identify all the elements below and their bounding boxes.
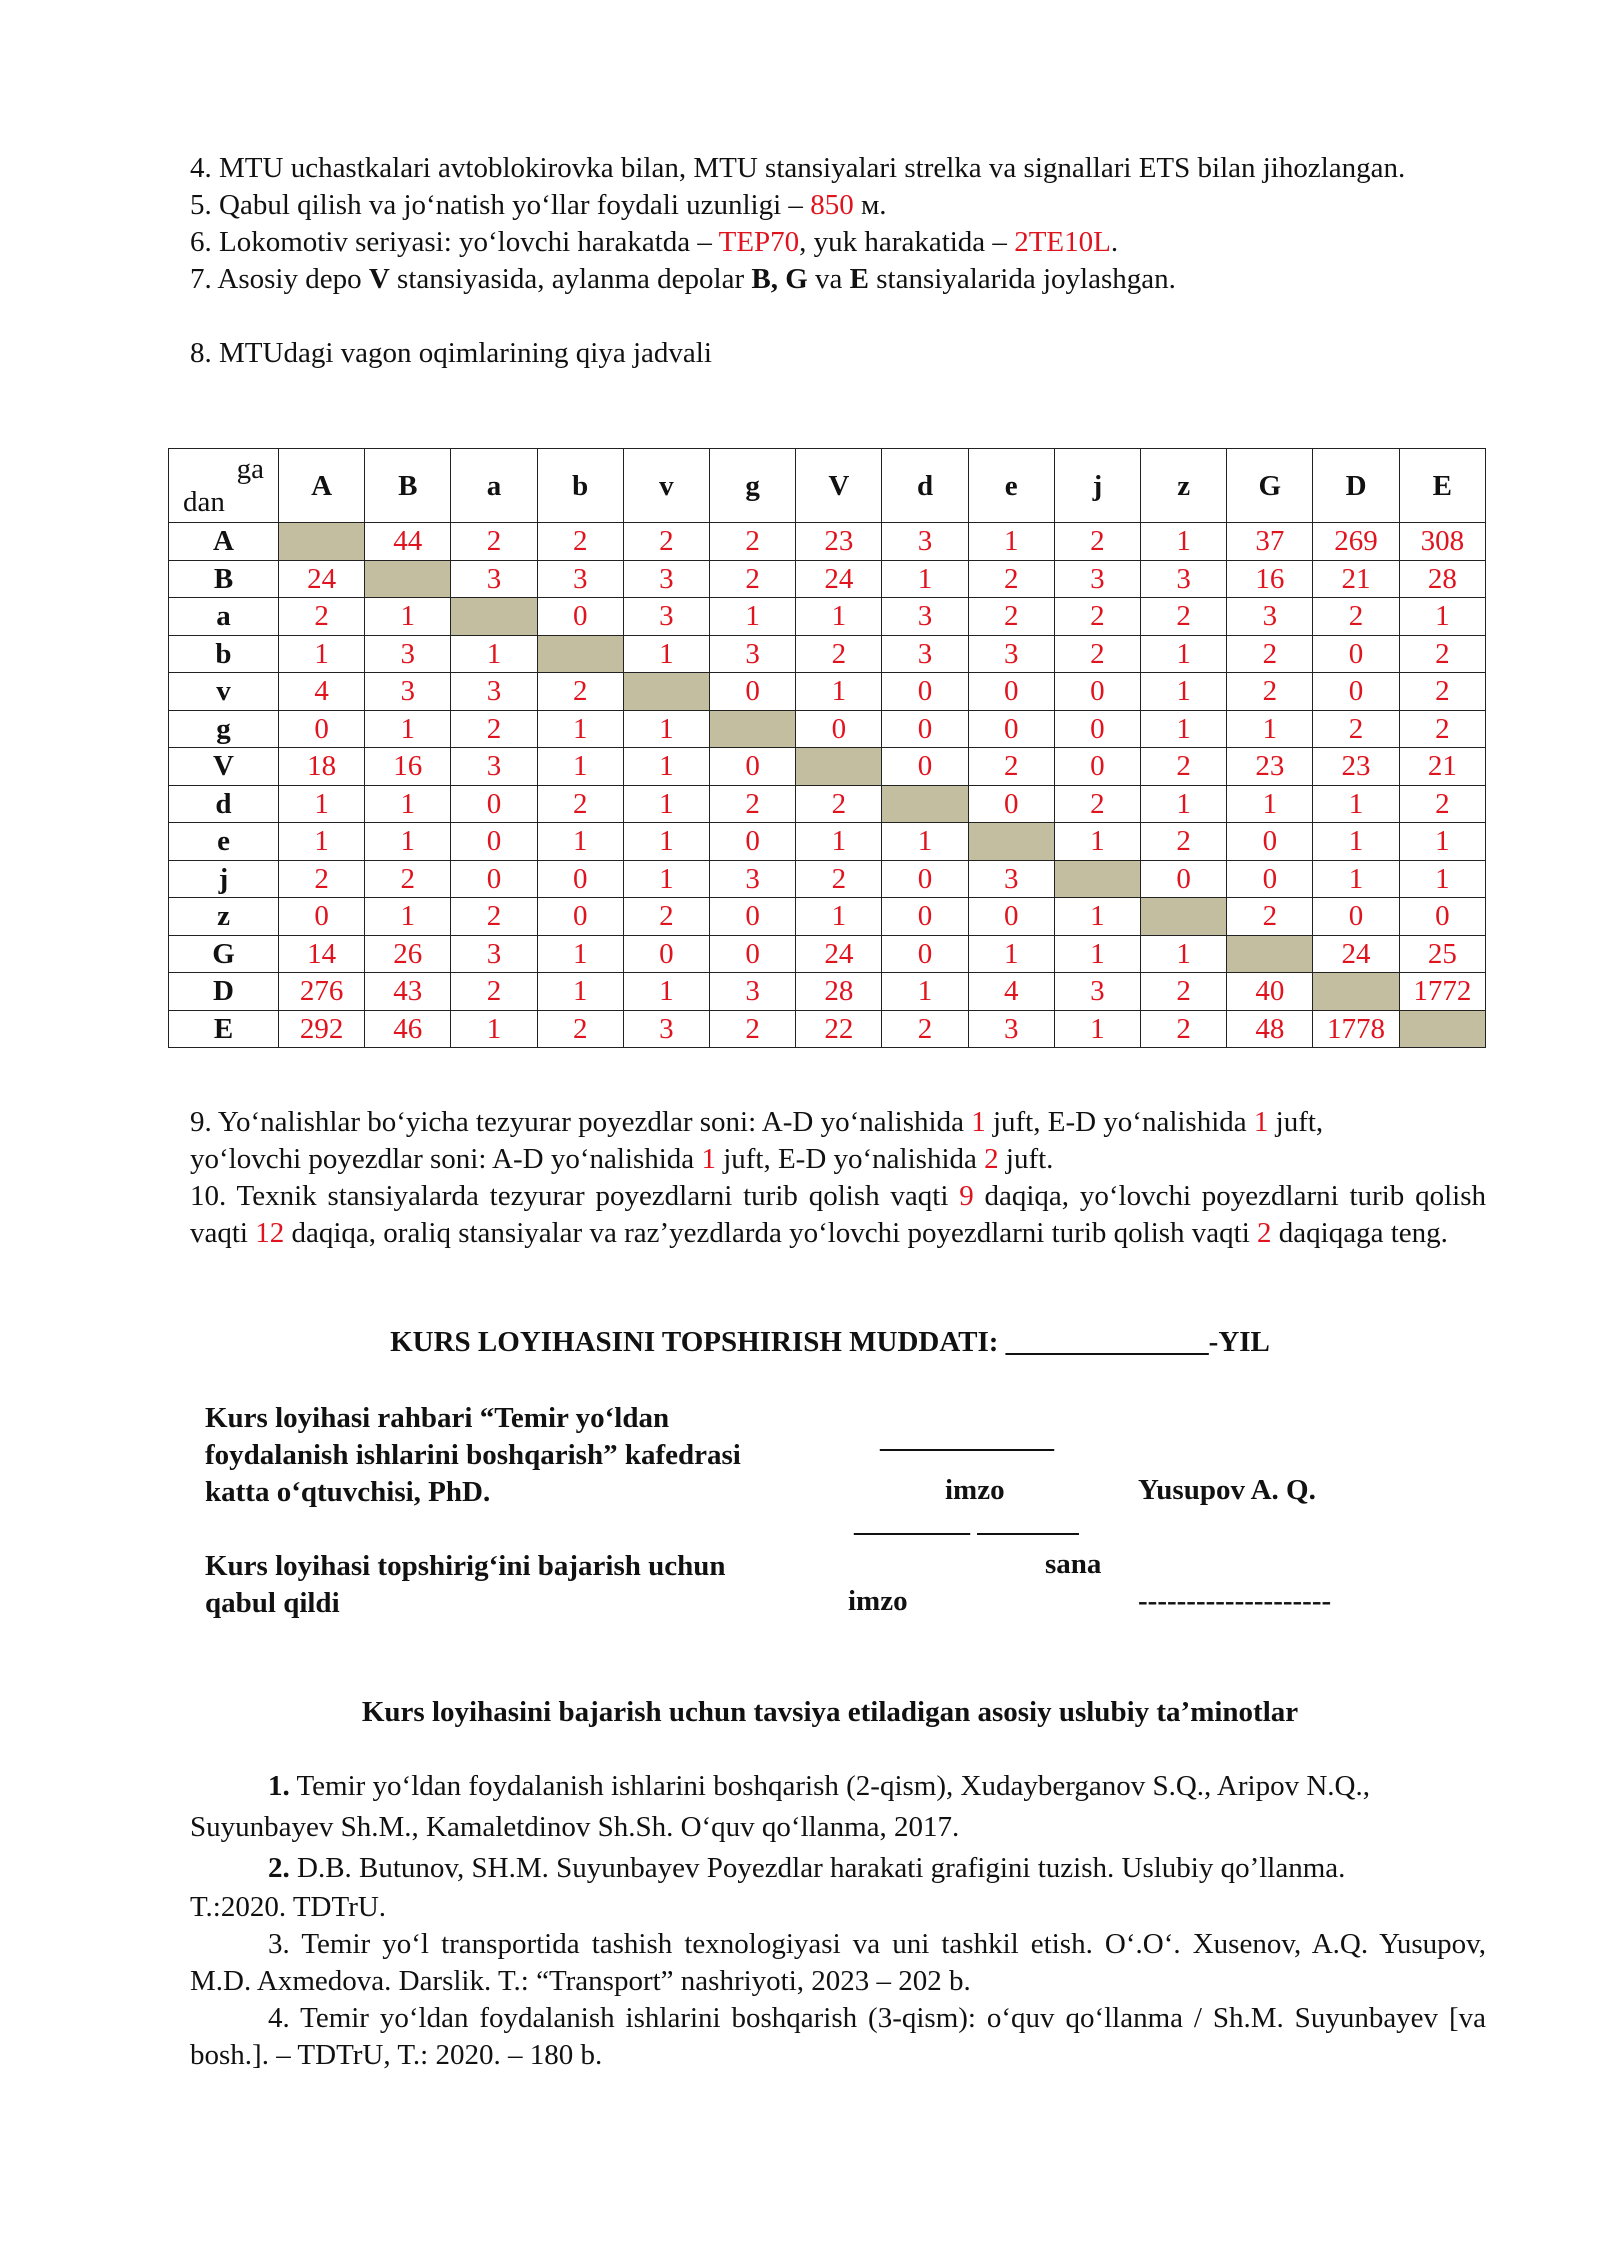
table-cell: 1 bbox=[365, 823, 451, 861]
table-cell: 3 bbox=[365, 673, 451, 711]
table-cell: 1 bbox=[451, 1010, 537, 1048]
reference-2: 2. D.B. Butunov, SH.M. Suyunbayev Poyezdlar harakati grafigini tuzish. Uslubiy qo’llanma. bbox=[268, 1852, 1346, 1884]
table-cell: 3 bbox=[1227, 598, 1313, 636]
table-cell: 3 bbox=[537, 560, 623, 598]
table-cell: 24 bbox=[279, 560, 365, 598]
table-cell: 2 bbox=[1399, 710, 1485, 748]
table-cell: 2 bbox=[710, 785, 796, 823]
table-cell: 14 bbox=[279, 935, 365, 973]
table-cell: 2 bbox=[1313, 710, 1399, 748]
table-row bbox=[169, 1010, 1486, 1048]
table-cell: 2 bbox=[1141, 748, 1227, 786]
table-cell: 2 bbox=[968, 598, 1054, 636]
table-cell: 3 bbox=[365, 635, 451, 673]
intro-section bbox=[190, 150, 1486, 372]
table-cell: 1 bbox=[623, 785, 709, 823]
reference-1: 1. Temir yo‘ldan foydalanish ishlarini boshqarish (2-qism), Xudayberganov S.Q., Aripov N.Q., bbox=[268, 1770, 1370, 1802]
table-cell: 2 bbox=[710, 560, 796, 598]
table-cell: 2 bbox=[1313, 598, 1399, 636]
table-cell: 3 bbox=[451, 673, 537, 711]
diagonal-cell bbox=[882, 785, 968, 823]
table-cell: 1 bbox=[1054, 823, 1140, 861]
table-cell: 0 bbox=[796, 710, 882, 748]
table-cell: 22 bbox=[796, 1010, 882, 1048]
table-cell: 1 bbox=[882, 560, 968, 598]
table-row bbox=[169, 860, 1486, 898]
table-cell: 0 bbox=[882, 860, 968, 898]
table-cell: 1 bbox=[1141, 635, 1227, 673]
table-cell: 1 bbox=[1054, 1010, 1140, 1048]
table-cell: 1 bbox=[968, 935, 1054, 973]
table-cell: 0 bbox=[968, 898, 1054, 936]
table-cell: 1 bbox=[365, 598, 451, 636]
table-cell: 16 bbox=[365, 748, 451, 786]
table-cell: 0 bbox=[1054, 673, 1140, 711]
table-cell: 24 bbox=[796, 560, 882, 598]
column-header-13: E bbox=[1399, 449, 1485, 523]
table-cell: 0 bbox=[1227, 823, 1313, 861]
table-cell: 2 bbox=[365, 860, 451, 898]
row-header: V bbox=[169, 748, 279, 786]
table-row bbox=[169, 823, 1486, 861]
table-cell: 2 bbox=[537, 785, 623, 823]
table-cell: 0 bbox=[968, 710, 1054, 748]
table-cell: 4 bbox=[968, 973, 1054, 1011]
table-cell: 0 bbox=[1399, 898, 1485, 936]
table-cell: 0 bbox=[1054, 710, 1140, 748]
row-header: D bbox=[169, 973, 279, 1011]
table-cell: 2 bbox=[1054, 635, 1140, 673]
table-cell: 3 bbox=[1054, 560, 1140, 598]
table-cell: 3 bbox=[1054, 973, 1140, 1011]
row-header: A bbox=[169, 523, 279, 561]
table-cell: 0 bbox=[537, 898, 623, 936]
after-section bbox=[190, 1104, 1486, 1252]
item-6-value-2: 2TE10L bbox=[1014, 226, 1111, 258]
table-cell: 0 bbox=[537, 860, 623, 898]
table-cell: 37 bbox=[1227, 523, 1313, 561]
row-header: b bbox=[169, 635, 279, 673]
table-cell: 2 bbox=[1054, 598, 1140, 636]
table-cell: 1 bbox=[1141, 673, 1227, 711]
item-6: 6. Lokomotiv seriyasi: yo‘lovchi harakatda – TEP70, yuk harakatida – 2TE10L. bbox=[190, 226, 1119, 258]
table-cell: 23 bbox=[796, 523, 882, 561]
column-header-6: V bbox=[796, 449, 882, 523]
diagonal-cell bbox=[623, 673, 709, 711]
item-6-value-1: TEP70 bbox=[718, 226, 800, 258]
column-header-12: D bbox=[1313, 449, 1399, 523]
table-cell: 0 bbox=[1313, 635, 1399, 673]
table-cell: 0 bbox=[1313, 898, 1399, 936]
signature-line-1: ____________ bbox=[880, 1422, 1054, 1454]
row-header: g bbox=[169, 710, 279, 748]
row-header: a bbox=[169, 598, 279, 636]
row-header: B bbox=[169, 560, 279, 598]
table-cell: 1 bbox=[1399, 860, 1485, 898]
table-cell: 2 bbox=[451, 898, 537, 936]
imzo-label-2: imzo bbox=[848, 1585, 908, 1617]
table-cell: 0 bbox=[882, 935, 968, 973]
table-cell: 2 bbox=[537, 523, 623, 561]
table-cell: 0 bbox=[882, 748, 968, 786]
table-cell: 1772 bbox=[1399, 973, 1485, 1011]
table-cell: 25 bbox=[1399, 935, 1485, 973]
table-cell: 1 bbox=[1313, 860, 1399, 898]
table-cell: 0 bbox=[710, 898, 796, 936]
table-cell: 1 bbox=[537, 935, 623, 973]
column-header-10: z bbox=[1141, 449, 1227, 523]
table-cell: 1 bbox=[623, 860, 709, 898]
table-row bbox=[169, 635, 1486, 673]
table-row bbox=[169, 785, 1486, 823]
table-cell: 308 bbox=[1399, 523, 1485, 561]
table-cell: 3 bbox=[882, 523, 968, 561]
table-cell: 3 bbox=[882, 635, 968, 673]
table-cell: 1 bbox=[279, 823, 365, 861]
table-cell: 2 bbox=[1227, 673, 1313, 711]
table-cell: 43 bbox=[365, 973, 451, 1011]
diagonal-cell bbox=[537, 635, 623, 673]
table-cell: 3 bbox=[968, 1010, 1054, 1048]
table-cell: 2 bbox=[882, 1010, 968, 1048]
table-row bbox=[169, 673, 1486, 711]
accept-block: Kurs loyihasi topshirig‘ini bajarish uchun qabul qildi bbox=[205, 1550, 726, 1619]
table-cell: 0 bbox=[882, 673, 968, 711]
table-cell: 24 bbox=[796, 935, 882, 973]
dashes-line: -------------------- bbox=[1138, 1585, 1332, 1617]
references-list: 1. Temir yo‘ldan foydalanish ishlarini boshqarish (2-qism), Xudayberganov S.Q., Aripov N.Q., Suyunbayev Sh.M., Kamaletdinov Sh.Sh. O‘quv qo‘llanma, 2017. 2. D.B. Butunov, SH.M. Suyunbayev Poyezdlar harakati grafigini tuzish. Uslubiy qo’llanma. T.:2020. TDTrU. 3. Temir yo‘l transportida tashish texnologiyasi va uni tashkil etish. O‘.O‘. Xusenov, A.Q. Yusupov, M.D. Axmedova. Darslik. T.: “Transport” nashriyoti, 2023 – 202 b. 4. Temir yo‘ldan foydalanish ishlarini boshqarish (3-qism): o‘quv qo‘llanma / Sh.M. Suyunbayev [va bosh.]. – TDTrU, T.: 2020. – 180 b. bbox=[190, 1766, 1486, 2074]
sana-label: sana bbox=[1045, 1548, 1102, 1580]
table-cell: 2 bbox=[537, 673, 623, 711]
table-cell: 1 bbox=[623, 710, 709, 748]
table-cell: 2 bbox=[796, 860, 882, 898]
table-cell: 3 bbox=[451, 560, 537, 598]
table-cell: 2 bbox=[279, 860, 365, 898]
table-cell: 2 bbox=[537, 1010, 623, 1048]
table-cell: 0 bbox=[882, 710, 968, 748]
row-header: E bbox=[169, 1010, 279, 1048]
table-cell: 2 bbox=[710, 1010, 796, 1048]
column-header-8: e bbox=[968, 449, 1054, 523]
table-cell: 1778 bbox=[1313, 1010, 1399, 1048]
item-4: 4. MTU uchastkalari avtoblokirovka bilan, MTU stansiyalari strelka va signallari ETS bilan jihozlangan. bbox=[190, 152, 1406, 184]
table-cell: 0 bbox=[451, 785, 537, 823]
diagonal-cell bbox=[1313, 973, 1399, 1011]
table-cell: 1 bbox=[1313, 823, 1399, 861]
table-cell: 40 bbox=[1227, 973, 1313, 1011]
table-cell: 1 bbox=[623, 748, 709, 786]
diagonal-cell bbox=[1399, 1010, 1485, 1048]
column-header-0: A bbox=[279, 449, 365, 523]
table-cell: 1 bbox=[796, 823, 882, 861]
table-cell: 1 bbox=[1054, 935, 1140, 973]
table-cell: 16 bbox=[1227, 560, 1313, 598]
imzo-label-1: imzo bbox=[945, 1474, 1005, 1506]
reference-4: 4. Temir yo‘ldan foydalanish ishlarini boshqarish (3-qism): o‘quv qo‘llanma / Sh.M. Suyunbayev [va bosh.]. – TDTrU, T.: 2020. – 180 b. bbox=[190, 2002, 1486, 2071]
row-header: G bbox=[169, 935, 279, 973]
corner-cell: ga dan bbox=[169, 449, 279, 523]
table-cell: 1 bbox=[968, 523, 1054, 561]
table-cell: 1 bbox=[796, 898, 882, 936]
column-header-11: G bbox=[1227, 449, 1313, 523]
table-cell: 21 bbox=[1313, 560, 1399, 598]
table-cell: 1 bbox=[1141, 523, 1227, 561]
table-cell: 1 bbox=[623, 635, 709, 673]
table-row bbox=[169, 523, 1486, 561]
table-cell: 1 bbox=[710, 598, 796, 636]
table-cell: 1 bbox=[623, 973, 709, 1011]
table-cell: 1 bbox=[1399, 823, 1485, 861]
table-cell: 0 bbox=[968, 673, 1054, 711]
table-cell: 3 bbox=[623, 560, 709, 598]
table-row bbox=[169, 935, 1486, 973]
table-cell: 2 bbox=[279, 598, 365, 636]
table-cell: 3 bbox=[623, 1010, 709, 1048]
table-cell: 2 bbox=[1399, 673, 1485, 711]
table-cell: 24 bbox=[1313, 935, 1399, 973]
table-cell: 1 bbox=[365, 785, 451, 823]
table-row bbox=[169, 898, 1486, 936]
table-cell: 3 bbox=[710, 635, 796, 673]
wagon-flow-matrix bbox=[168, 448, 1486, 1048]
table-cell: 2 bbox=[968, 560, 1054, 598]
table-cell: 3 bbox=[623, 598, 709, 636]
table-cell: 1 bbox=[365, 898, 451, 936]
table-cell: 2 bbox=[1054, 523, 1140, 561]
table-cell: 2 bbox=[1141, 1010, 1227, 1048]
table-cell: 2 bbox=[1399, 635, 1485, 673]
table-cell: 46 bbox=[365, 1010, 451, 1048]
table-cell: 2 bbox=[1054, 785, 1140, 823]
item-5: 5. Qabul qilish va jo‘natish yo‘llar foydali uzunligi – 850 м. bbox=[190, 189, 887, 221]
table-cell: 0 bbox=[1227, 860, 1313, 898]
table-cell: 2 bbox=[1227, 635, 1313, 673]
table-cell: 0 bbox=[1313, 673, 1399, 711]
diagonal-cell bbox=[968, 823, 1054, 861]
item-9: 9. Yo‘nalishlar bo‘yicha tezyurar poyezdlar soni: A-D yo‘nalishida 1 juft, E-D yo‘nalishida 1 juft, yo‘lovchi poyezdlar soni: A-D yo‘nalishida 1 juft, E-D yo‘nalishida 2 juft. bbox=[190, 1106, 1324, 1175]
deadline-heading: KURS LOYIHASINI TOPSHIRISH MUDDATI: ______________-YIL bbox=[390, 1326, 1270, 1358]
table-cell: 1 bbox=[882, 973, 968, 1011]
item-8: 8. MTUdagi vagon oqimlarining qiya jadvali bbox=[190, 337, 712, 369]
references-title: Kurs loyihasini bajarish uchun tavsiya etiladigan asosiy uslubiy ta’minotlar bbox=[361, 1696, 1299, 1728]
diagonal-cell bbox=[1054, 860, 1140, 898]
table-cell: 3 bbox=[710, 973, 796, 1011]
item-7: 7. Asosiy depo V stansiyasida, aylanma depolar B, G va E stansiyalarida joylashgan. bbox=[190, 263, 1176, 295]
table-cell: 0 bbox=[279, 898, 365, 936]
table-cell: 276 bbox=[279, 973, 365, 1011]
row-header: v bbox=[169, 673, 279, 711]
column-header-5: g bbox=[710, 449, 796, 523]
table-cell: 2 bbox=[796, 785, 882, 823]
table-cell: 23 bbox=[1227, 748, 1313, 786]
table-cell: 269 bbox=[1313, 523, 1399, 561]
row-header: z bbox=[169, 898, 279, 936]
table-cell: 2 bbox=[623, 523, 709, 561]
table-cell: 48 bbox=[1227, 1010, 1313, 1048]
table-cell: 0 bbox=[451, 860, 537, 898]
table-cell: 1 bbox=[882, 823, 968, 861]
table-cell: 1 bbox=[1054, 898, 1140, 936]
column-header-2: a bbox=[451, 449, 537, 523]
table-cell: 0 bbox=[710, 748, 796, 786]
table-cell: 44 bbox=[365, 523, 451, 561]
table-cell: 2 bbox=[451, 973, 537, 1011]
table-cell: 1 bbox=[279, 635, 365, 673]
table-row bbox=[169, 973, 1486, 1011]
table-cell: 0 bbox=[279, 710, 365, 748]
table-cell: 1 bbox=[365, 710, 451, 748]
table-cell: 4 bbox=[279, 673, 365, 711]
table-cell: 2 bbox=[796, 635, 882, 673]
table-row bbox=[169, 598, 1486, 636]
table-cell: 28 bbox=[1399, 560, 1485, 598]
table-cell: 0 bbox=[1141, 860, 1227, 898]
table-cell: 2 bbox=[451, 523, 537, 561]
table-cell: 1 bbox=[1227, 710, 1313, 748]
table-cell: 2 bbox=[1141, 973, 1227, 1011]
table-cell: 1 bbox=[1313, 785, 1399, 823]
diagonal-cell bbox=[710, 710, 796, 748]
diagonal-cell bbox=[365, 560, 451, 598]
table-row bbox=[169, 560, 1486, 598]
table-cell: 18 bbox=[279, 748, 365, 786]
leader-block: Kurs loyihasi rahbari “Temir yo‘ldan foydalanish ishlarini boshqarish” kafedrasi katta o‘qtuvchisi, PhD. bbox=[205, 1402, 741, 1508]
table-cell: 0 bbox=[451, 823, 537, 861]
table-cell: 1 bbox=[796, 673, 882, 711]
table-cell: 0 bbox=[1054, 748, 1140, 786]
diagonal-cell bbox=[796, 748, 882, 786]
diagonal-cell bbox=[279, 523, 365, 561]
item-10: 10. Texnik stansiyalarda tezyurar poyezdlarni turib qolish vaqti 9 daqiqa, yo‘lovchi poyezdlarni turib qolish vaqti 12 daqiqa, oraliq stansiyalar va raz’yezdlarda yo‘lovchi poyezdlarni turib qolish vaqti 2 daqiqaga teng. bbox=[190, 1180, 1486, 1249]
table-cell: 21 bbox=[1399, 748, 1485, 786]
table-cell: 0 bbox=[710, 935, 796, 973]
table-cell: 26 bbox=[365, 935, 451, 973]
column-header-1: B bbox=[365, 449, 451, 523]
table-cell: 28 bbox=[796, 973, 882, 1011]
table-cell: 3 bbox=[710, 860, 796, 898]
row-header: d bbox=[169, 785, 279, 823]
table-cell: 0 bbox=[623, 935, 709, 973]
table-cell: 2 bbox=[1399, 785, 1485, 823]
table-cell: 3 bbox=[968, 860, 1054, 898]
reference-3: 3. Temir yo‘l transportida tashish texnologiyasi va uni tashkil etish. O‘.O‘. Xusenov, A.Q. Yusupov, M.D. Axmedova. Darslik. T.: “Transport” nashriyoti, 2023 – 202 b. bbox=[190, 1928, 1486, 1997]
table-cell: 1 bbox=[1227, 785, 1313, 823]
table-cell: 2 bbox=[623, 898, 709, 936]
diagonal-cell bbox=[451, 598, 537, 636]
signature-line-2: ________ _______ bbox=[854, 1506, 1079, 1538]
item-5-value: 850 bbox=[810, 189, 854, 221]
table-cell: 1 bbox=[1399, 598, 1485, 636]
diagonal-cell bbox=[1141, 898, 1227, 936]
table-cell: 3 bbox=[882, 598, 968, 636]
table-cell: 0 bbox=[710, 673, 796, 711]
row-header: e bbox=[169, 823, 279, 861]
table-cell: 1 bbox=[1141, 710, 1227, 748]
table-cell: 292 bbox=[279, 1010, 365, 1048]
table-cell: 1 bbox=[279, 785, 365, 823]
table-cell: 2 bbox=[451, 710, 537, 748]
table-cell: 0 bbox=[710, 823, 796, 861]
leader-name: Yusupov A. Q. bbox=[1138, 1474, 1316, 1506]
table-cell: 2 bbox=[1141, 598, 1227, 636]
table-cell: 1 bbox=[537, 823, 623, 861]
table-row bbox=[169, 748, 1486, 786]
table-cell: 3 bbox=[451, 748, 537, 786]
column-header-7: d bbox=[882, 449, 968, 523]
column-header-9: j bbox=[1054, 449, 1140, 523]
table-cell: 0 bbox=[537, 598, 623, 636]
table-cell: 1 bbox=[537, 710, 623, 748]
table-cell: 1 bbox=[623, 823, 709, 861]
table-cell: 1 bbox=[1141, 935, 1227, 973]
table-row bbox=[169, 710, 1486, 748]
table-cell: 2 bbox=[1227, 898, 1313, 936]
table-cell: 0 bbox=[968, 785, 1054, 823]
table-cell: 2 bbox=[1141, 823, 1227, 861]
table-cell: 3 bbox=[1141, 560, 1227, 598]
table-cell: 3 bbox=[968, 635, 1054, 673]
column-header-4: v bbox=[623, 449, 709, 523]
column-header-3: b bbox=[537, 449, 623, 523]
table-cell: 1 bbox=[537, 973, 623, 1011]
table-cell: 1 bbox=[451, 635, 537, 673]
table-cell: 1 bbox=[537, 748, 623, 786]
table-cell: 3 bbox=[451, 935, 537, 973]
table-cell: 1 bbox=[796, 598, 882, 636]
table-cell: 2 bbox=[710, 523, 796, 561]
table-cell: 23 bbox=[1313, 748, 1399, 786]
table-cell: 1 bbox=[1141, 785, 1227, 823]
table-cell: 2 bbox=[968, 748, 1054, 786]
diagonal-cell bbox=[1227, 935, 1313, 973]
row-header: j bbox=[169, 860, 279, 898]
table-cell: 0 bbox=[882, 898, 968, 936]
